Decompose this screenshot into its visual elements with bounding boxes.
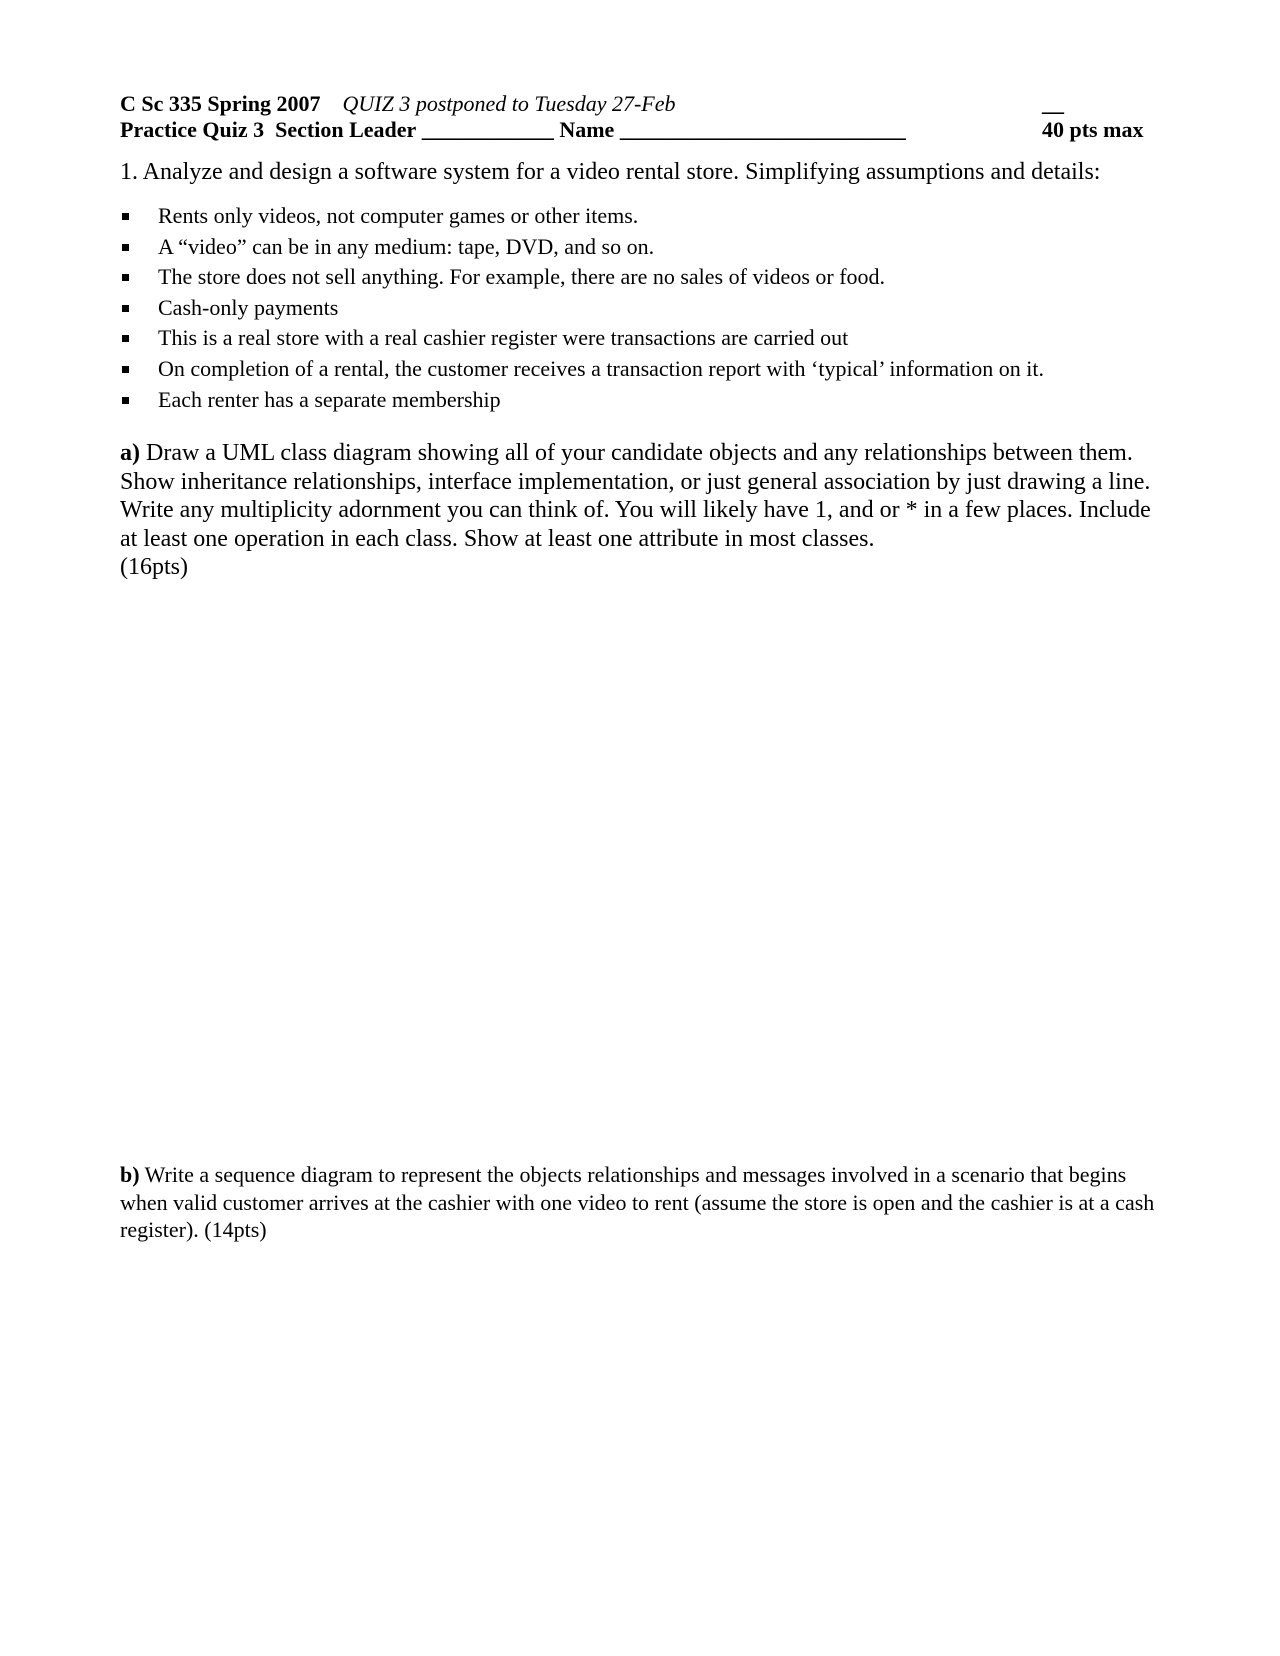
- list-item: [120, 323, 1160, 354]
- header-line-1: [120, 91, 676, 117]
- part-a-points: (16pts): [120, 554, 188, 580]
- max-points: 40 pts max: [1042, 117, 1144, 142]
- quiz-title: Practice Quiz 3: [120, 117, 265, 142]
- assumption-text: Each renter has a separate membership: [158, 386, 501, 412]
- assumption-text: This is a real store with a real cashier register were transactions are carried out: [158, 325, 849, 351]
- list-item: [120, 201, 1160, 232]
- square-bullet-icon: [122, 397, 129, 404]
- part-b-points: (14pts): [204, 1217, 267, 1242]
- part-b-prompt: [120, 1161, 1170, 1244]
- header-line-2: [120, 117, 906, 143]
- assumption-text: Rents only videos, not computer games or other items.: [158, 203, 639, 228]
- question-1-intro: 1. Analyze and design a software system for a video rental store. Simplifying assumptions and details:: [120, 159, 1101, 185]
- part-a-prompt: [120, 439, 1170, 582]
- name-blank: __________________________: [619, 117, 906, 142]
- assumptions-list: [120, 201, 1160, 415]
- list-item: [120, 293, 1160, 324]
- list-item: [120, 354, 1160, 385]
- assumption-text: On completion of a rental, the customer receives a transaction report with ‘typical’ information on it.: [158, 355, 1045, 381]
- postponed-notice: QUIZ 3 postponed to Tuesday 27-Feb: [342, 91, 676, 116]
- square-bullet-icon: [122, 274, 129, 281]
- assumption-text: A “video” can be in any medium: tape, DVD, and so on.: [158, 233, 655, 259]
- square-bullet-icon: [122, 213, 129, 220]
- part-a-label: a): [120, 440, 140, 466]
- list-item: [120, 385, 1160, 416]
- square-bullet-icon: [122, 366, 129, 373]
- list-item: [120, 232, 1160, 263]
- square-bullet-icon: [122, 244, 129, 251]
- part-b-text: Write a sequence diagram to represent the objects relationships and messages involved in a scenario that begins when valid customer arrives at the cashier with one video to rent (assume the store is open and the cashier is at a cash register).: [120, 1162, 1155, 1242]
- square-bullet-icon: [122, 335, 129, 342]
- section-leader-blank: ____________: [421, 117, 554, 142]
- assumption-text: The store does not sell anything. For example, there are no sales of videos or food.: [158, 264, 886, 290]
- list-item: [120, 262, 1160, 293]
- name-label: Name: [559, 117, 615, 142]
- assumption-text: Cash-only payments: [158, 294, 339, 320]
- score-blank: __: [1042, 91, 1064, 116]
- part-b-label: b): [120, 1162, 140, 1187]
- course-title: C Sc 335 Spring 2007: [120, 91, 321, 116]
- section-leader-label: Section Leader: [275, 117, 417, 142]
- square-bullet-icon: [122, 305, 129, 312]
- part-a-text: Draw a UML class diagram showing all of your candidate objects and any relationships between them. Show inheritance relationships, interface implementation, or just general association by just drawing a line. Write any multiplicity adornment you can think of. You will likely have 1, and or * in a few places. Include at least one operation in each class. Show at least one attribute in most classes.: [120, 440, 1151, 552]
